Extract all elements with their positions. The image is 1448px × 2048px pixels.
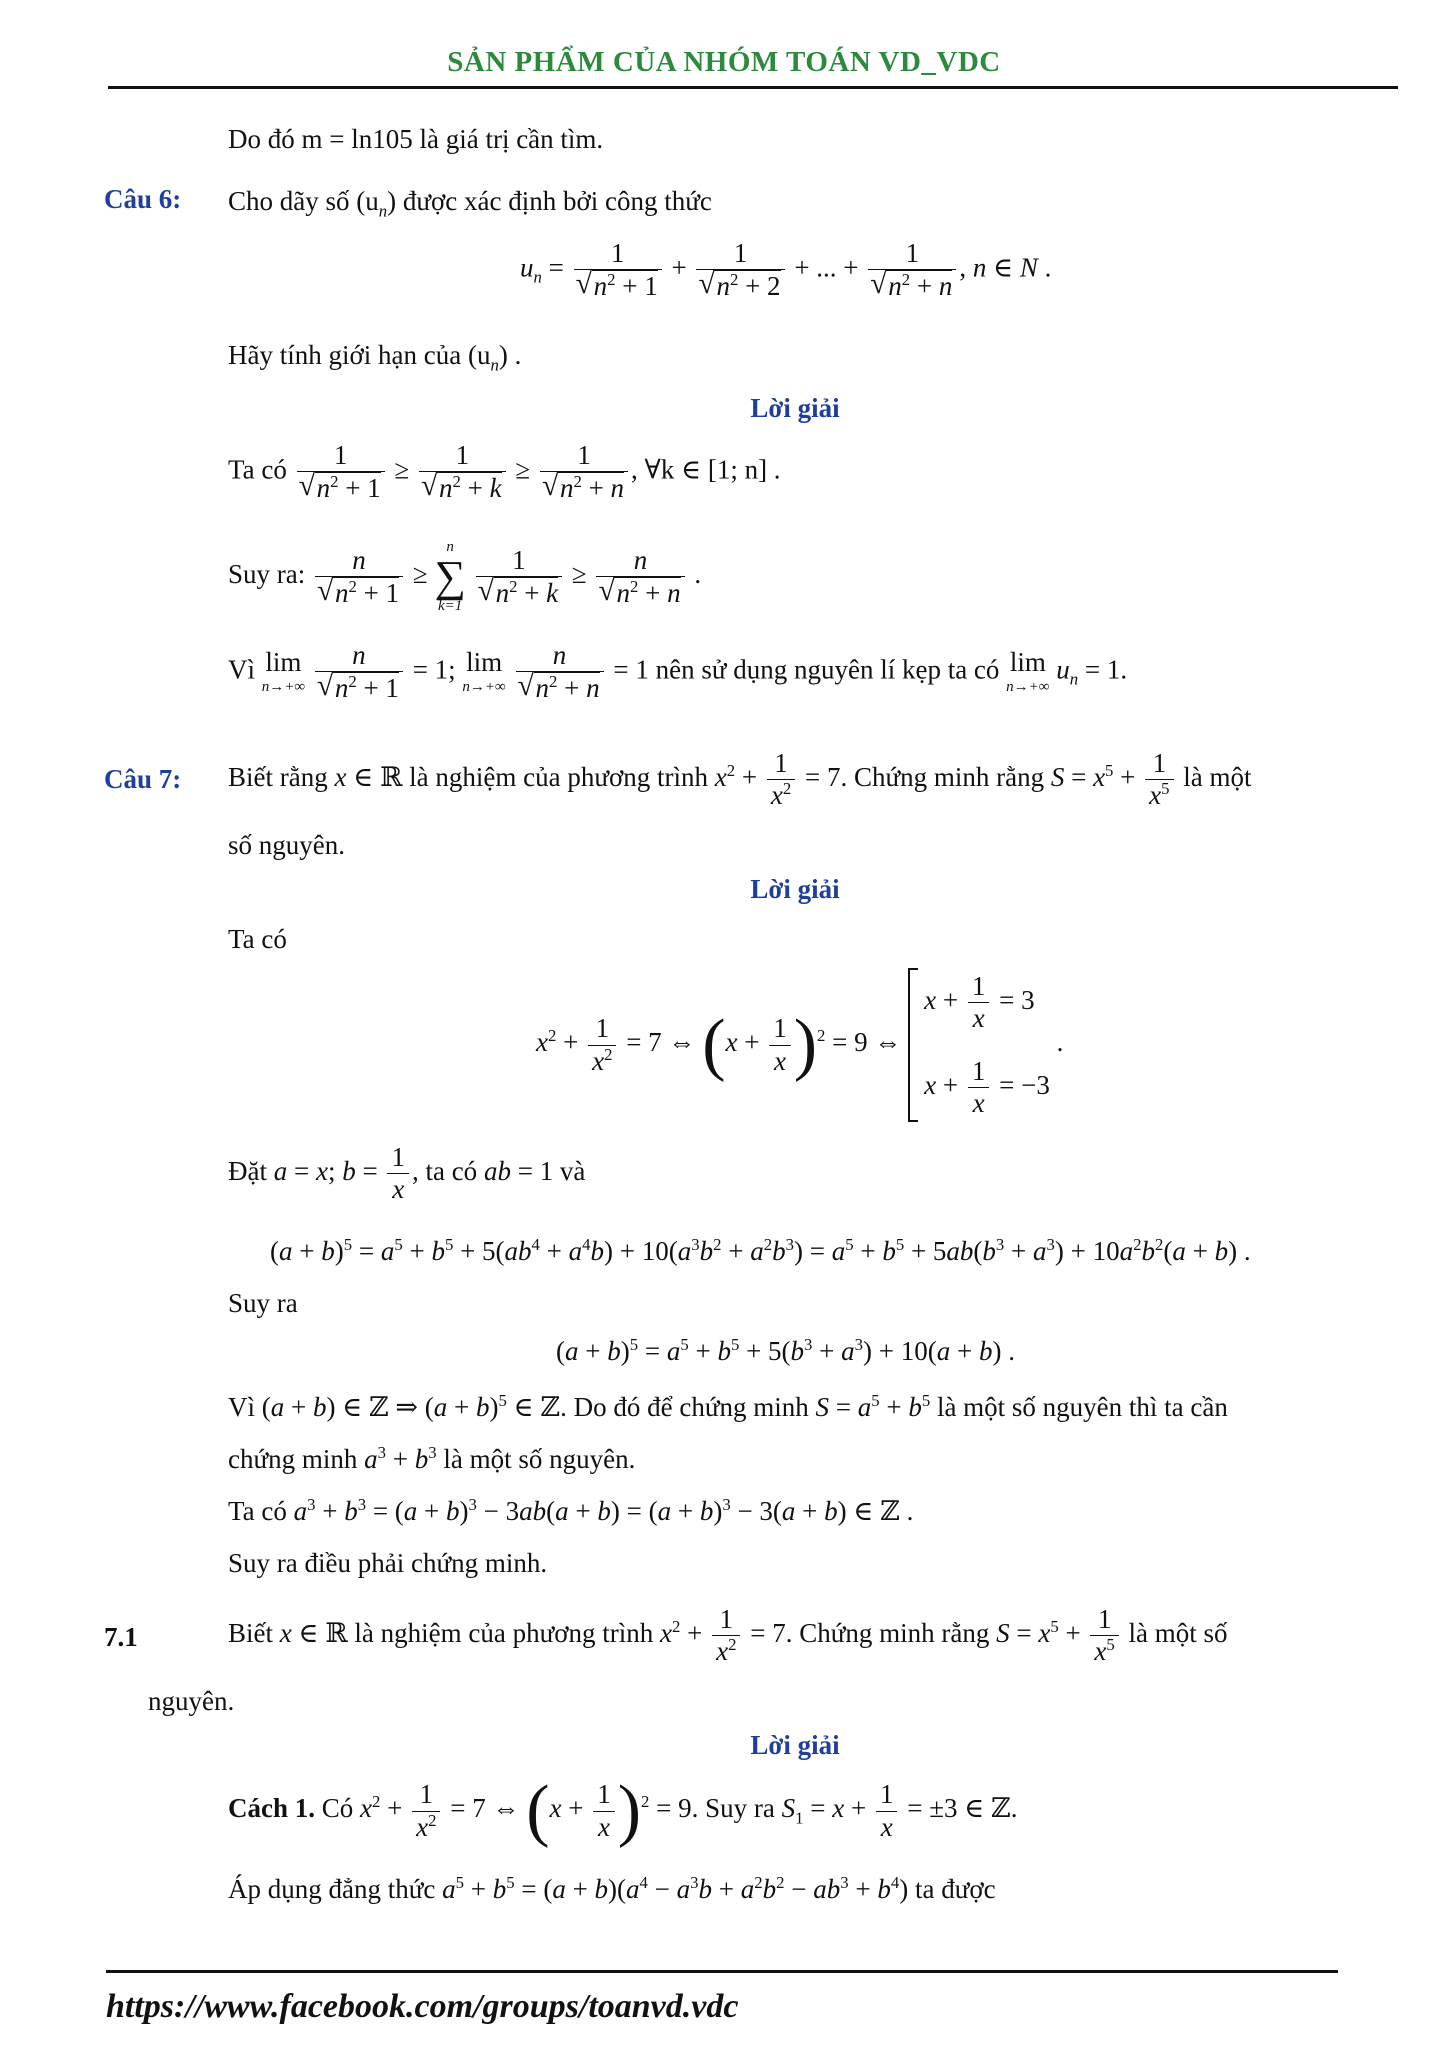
q6-ta-co: Ta có (228, 454, 287, 485)
question-7-label: Câu 7: (104, 764, 182, 794)
q7-statement-cont: số nguyên. (228, 830, 345, 860)
q6-sum-inequality: Suy ra: n √ $n^2 + 1$ ≥ n ∑ k=1 1 √ $n^2 + k$ ≥ n √ $n^2 + n$ . (228, 540, 701, 614)
q71-stmt-c: . Chứng minh rằng (785, 1617, 990, 1648)
q71-stmt-d: là một số (1128, 1617, 1228, 1648)
q7-chung-minh-text: chứng minh (228, 1444, 358, 1474)
q71-cach1: Cách 1. (228, 1793, 315, 1824)
q71-solution-title: Lời giải (750, 1730, 840, 1760)
q7-ta-co2-text: Ta có (228, 1496, 287, 1526)
q7-vi-mid: . Do đó để chứng minh (560, 1392, 809, 1422)
q6-formula: $u_n$ = 1 √ $n^2 + 1$ + 1 √ $n^2 + 2$ + ... + 1 √ $n^2 + n$ , n ∈ N . (520, 238, 1051, 302)
q6-ask-text: Hãy tính giới hạn của (u (228, 340, 491, 370)
question-7-statement: Biết rằng x ∈ ℝ là nghiệm của phương trình $x^2$ + $\frac{1}{x^2}$ = 7. Chứng minh rằng $S = x^5$ + $\frac{1}{x^5}$ là một (228, 748, 1252, 811)
q6-ask-end: ) . (498, 340, 522, 370)
intro-line (228, 122, 603, 156)
q7-expansion: $(a + b)^5 = a^5 + b^5 + 5(ab^4 + a^4b) + 10(a^3b^2 + a^2b^3) = a^5 + b^5 + 5ab(b^3 + a^3) + 10a^2b^2(a + b)$ . (270, 1235, 1251, 1266)
q7-stmt-a: Biết rằng (228, 761, 328, 792)
q71-cach1-line: Cách 1. Có $x^2$ + $\frac{1}{x^2}$ = 7 ⇔ (x + $\frac{1}{x}$ )$^2$ = 9. Suy ra $S_1 = x$ + $\frac{1}{x}$ = ±3 ∈ ℤ. (228, 1772, 1018, 1849)
q7-chung-minh: chứng minh $a^3 + b^3$ là một số nguyên. (228, 1443, 636, 1474)
q6-suy-ra: Suy ra: (228, 559, 306, 590)
q6-solution-title: Lời giải (750, 393, 840, 423)
question-7-1-statement: Biết x ∈ ℝ là nghiệm của phương trình $x^2$ + $\frac{1}{x^2}$ = 7. Chứng minh rằng $S = x^5$ + $\frac{1}{x^5}$ là một số (228, 1604, 1228, 1667)
q7-suy-ra: Suy ra (228, 1288, 298, 1318)
q6-forall: , ∀k ∈ [1; n] . (631, 454, 781, 485)
q7-system: $x^2$ + $\frac{1}{x^2}$ = 7 ⇔ (x + $\frac{1}{x}$ )$^2$ = 9 ⇔ x + $\frac{1}{x}$ = 3 x + $\frac{1}{x}$ = −3 . (536, 968, 1063, 1122)
question-6-statement: Cho dãy số $(u_n)$ được xác định bởi công thức (228, 186, 712, 221)
q7-dat-line: Đặt a = x; b = $\frac{1}{x}$ , ta có ab = 1 và (228, 1142, 586, 1205)
q7-dat-mid: , ta có (411, 1155, 478, 1186)
q71-ap-dung: Áp dụng đẳng thức $a^5 + b^5 = (a + b)(a^4 - a^3b + a^2b^2 - ab^3 + b^4)$ ta được (228, 1873, 996, 1904)
q6-ask: Hãy tính giới hạn của $(u_n)$ . (228, 340, 522, 375)
q71-statement-cont: nguyên. (148, 1686, 235, 1716)
q7-vi-end: là một số nguyên thì ta cần (936, 1392, 1228, 1422)
q6-vi-mid: nên sử dụng nguyên lí kẹp ta có (655, 654, 1000, 685)
q71-suy-ra: . Suy ra (691, 1793, 775, 1824)
q7-stmt-d: là một (1183, 761, 1252, 792)
page-header-title: SẢN PHẨM CỦA NHÓM TOÁN VD_VDC (447, 46, 1001, 78)
q71-ap-dung-text: Áp dụng đẳng thức (228, 1874, 436, 1904)
q6-vi: Vì (228, 654, 255, 685)
q7-vi-line: Vì (a + b) ∈ ℤ ⇒ $(a + b)^5$ ∈ ℤ. Do đó để chứng minh $S = a^5 + b^5$ là một số nguyên thì ta cần (228, 1391, 1228, 1422)
footer-facebook-link[interactable]: https://www.facebook.com/groups/toanvd.vdc (106, 1988, 739, 2025)
q7-chung-minh-end: là một số nguyên. (443, 1444, 636, 1474)
q7-dat: Đặt (228, 1155, 267, 1186)
q7-vi: Vì (228, 1392, 255, 1422)
q7-stmt-b: là nghiệm của phương trình (409, 761, 709, 792)
q6-limit-line: Vì lim n→+∞ n √ $n^2 + 1$ = 1; lim n→+∞ n √ $n^2 + n$ = 1 nên sử dụng nguyên lí kẹp ta có lim n→+∞ $u_n = 1$. (228, 640, 1127, 704)
question-7-1-label: 7.1 (104, 1622, 138, 1652)
q71-co: Có (321, 1793, 354, 1824)
header-divider (108, 86, 1398, 89)
q7-stmt-c: . Chứng minh rằng (840, 761, 1045, 792)
q6-statement-text: Cho dãy số (u (228, 186, 379, 216)
q6-inequality: Ta có 1 √ $n^2 + 1$ ≥ 1 √ $n^2 + k$ ≥ 1 √ $n^2 + n$ , ∀k ∈ [1; n] . (228, 440, 781, 504)
q71-stmt-b: là nghiệm của phương trình (354, 1617, 654, 1648)
q7-dat-end: và (559, 1155, 586, 1186)
q7-identity: $(a + b)^5 = a^5 + b^5 + 5(b^3 + a^3) + 10(a + b)$ . (556, 1335, 1015, 1366)
question-6-label: Câu 6: (104, 184, 182, 214)
footer-divider (106, 1970, 1338, 1973)
q7-ta-co: Ta có (228, 924, 287, 954)
q7-ta-co-2: Ta có $a^3 + b^3 = (a + b)^3 - 3ab(a + b) = (a + b)^3 - 3(a + b)$ ∈ ℤ . (228, 1495, 914, 1526)
q7-conclusion: Suy ra điều phải chứng minh. (228, 1548, 548, 1578)
q71-ta-duoc: ta được (914, 1874, 996, 1904)
q7-solution-title: Lời giải (750, 874, 840, 904)
q6-statement-end: ) được xác định bởi công thức (387, 186, 712, 216)
intro-text: Do đó m = ln105 là giá trị cần tìm. (228, 124, 604, 154)
q71-stmt-a: Biết (228, 1617, 273, 1648)
